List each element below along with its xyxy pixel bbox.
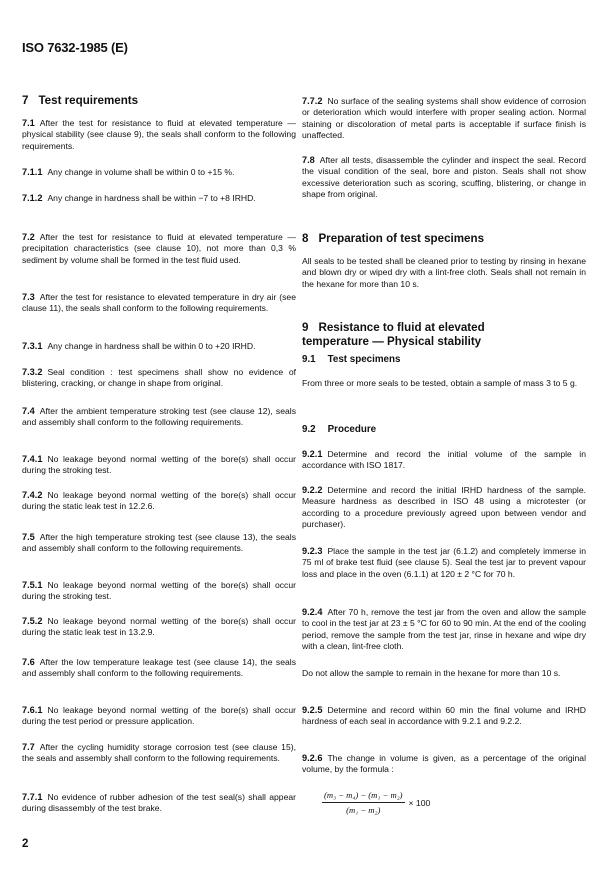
subsection-9-1-text: From three or more seals to be tested, obtain a sample of mass 3 to 5 g.: [302, 378, 578, 388]
formula-numerator: (m₃ − m₄) − (m₁ − m₂): [322, 790, 405, 803]
clause-9-2-1: 9.2.1 Determine and record the initial volume of the sample in accordance with ISO 1817.: [302, 449, 586, 471]
clause-7-7: 7.7 After the cycling humidity storage corrosion test (see clause 15), the seals and assembly shall conform to the following requirements.: [22, 742, 296, 764]
clause-7-1-1: 7.1.1 Any change in volume shall be within 0 to +15 %.: [22, 167, 235, 177]
clause-7-4: 7.4 After the ambient temperature stroking test (see clause 12), seals and assembly shall conform to the following requirements.: [22, 406, 296, 428]
clause-7-7-1: 7.7.1 No evidence of rubber adhesion of the test seal(s) shall appear during disassembly of the test brake.: [22, 792, 296, 814]
section-8-text: All seals to be tested shall be cleaned prior to testing by rinsing in hexane and blown dry or wiped dry with a lint-free cloth. Seals shall not remain in the hexane for more than 10 s.: [302, 256, 586, 289]
clause-7-1-2: 7.1.2 Any change in hardness shall be within −7 to +8 IRHD.: [22, 193, 256, 203]
subsection-9-2-heading: 9.2 Procedure: [302, 424, 377, 435]
page-number: 2: [22, 838, 29, 850]
clause-7-1: 7.1 After the test for resistance to fluid at elevated temperature — physical stability (see clause 9), the seals shall conform to the following requirements.: [22, 118, 296, 151]
clause-9-2-4: 9.2.4 After 70 h, remove the test jar from the oven and allow the sample to cool in the test jar at 23 ± 5 °C for 60 to 90 min. At the end of the cooling period, remove the sample from the test jar, rinse in hexane and wipe dry with a clean, lint-free cloth.: [302, 607, 586, 652]
clause-9-2-2: 9.2.2 Determine and record the initial IRHD hardness of the sample. Measure hardness as described in ISO 48 using a microtester (or according to a procedure previously agreed upon between vendor and purchaser).: [302, 485, 586, 530]
section-8-heading: 8 Preparation of test specimens: [302, 232, 485, 245]
clause-7-3-1: 7.3.1 Any change in hardness shall be within 0 to +20 IRHD.: [22, 341, 256, 351]
clause-7-4-1: 7.4.1 No leakage beyond normal wetting of the bore(s) shall occur during the stroking test.: [22, 454, 296, 476]
formula-denominator: (m₁ − m₂): [346, 805, 381, 815]
clause-9-2-5: 9.2.5 Determine and record within 60 min the final volume and IRHD hardness of each seal in accordance with 9.2.1 and 9.2.2.: [302, 705, 586, 727]
clause-7-6: 7.6 After the low temperature leakage test (see clause 14), the seals and assembly shall conform to the following requirements.: [22, 657, 296, 679]
section-7-heading: 7 Test requirements: [22, 94, 139, 107]
document-id-header: ISO 7632-1985 (E): [22, 40, 128, 55]
clause-7-3: 7.3 After the test for resistance to elevated temperature in dry air (see clause 11), the seals shall conform to the following requirements.: [22, 292, 296, 314]
clause-7-7-2: 7.7.2 No surface of the sealing systems shall show evidence of corrosion or deterioration which would interfere with proper sealing action. Normal staining or discoloration of metal parts is acceptable if surface finish is unaffected.: [302, 96, 586, 141]
clause-7-4-2: 7.4.2 No leakage beyond normal wetting of the bore(s) shall occur during the static leak test in 12.2.6.: [22, 490, 296, 512]
clause-9-2-6: 9.2.6 The change in volume is given, as a percentage of the original volume, by the formula :: [302, 753, 586, 775]
clause-7-8: 7.8 After all tests, disassemble the cylinder and inspect the seal. Record the visual condition of the seal, bore and piston. Seals shall not show excessive deterioration such as scoring, scuffing, blistering, or change in shape from original.: [302, 155, 586, 200]
formula-multiplier: × 100: [408, 797, 431, 808]
clause-7-2: 7.2 After the test for resistance to fluid at elevated temperature — precipitation characteristics (see clause 10), not more than 0,3 % sediment by volume shall be formed in the test fluid used.: [22, 232, 296, 265]
clause-7-3-2: 7.3.2 Seal condition : test specimens shall show no evidence of blistering, cracking, or change in shape from original.: [22, 367, 296, 389]
volume-change-formula: [322, 790, 430, 815]
clause-7-5-1: 7.5.1 No leakage beyond normal wetting of the bore(s) shall occur during the stroking test.: [22, 580, 296, 602]
clause-7-5: 7.5 After the high temperature stroking test (see clause 13), the seals and assembly shall conform to the following requirements.: [22, 532, 296, 554]
clause-9-2-4-note: Do not allow the sample to remain in the hexane for more than 10 s.: [302, 668, 561, 678]
section-9-heading: 9 Resistance to fluid at elevated temperature — Physical stability: [302, 321, 485, 348]
clause-7-5-2: 7.5.2 No leakage beyond normal wetting of the bore(s) shall occur during the static leak test in 13.2.9.: [22, 616, 296, 638]
clause-7-6-1: 7.6.1 No leakage beyond normal wetting of the bore(s) shall occur during the test period or pressure application.: [22, 705, 296, 727]
subsection-9-1-heading: 9.1 Test specimens: [302, 354, 401, 365]
clause-9-2-3: 9.2.3 Place the sample in the test jar (6.1.2) and completely immerse in 75 ml of brake test fluid (see clause 5). Seal the test jar to prevent vapour loss and place in the oven (6.1.1) at 120 ± 2 °C for 70 h.: [302, 546, 586, 579]
